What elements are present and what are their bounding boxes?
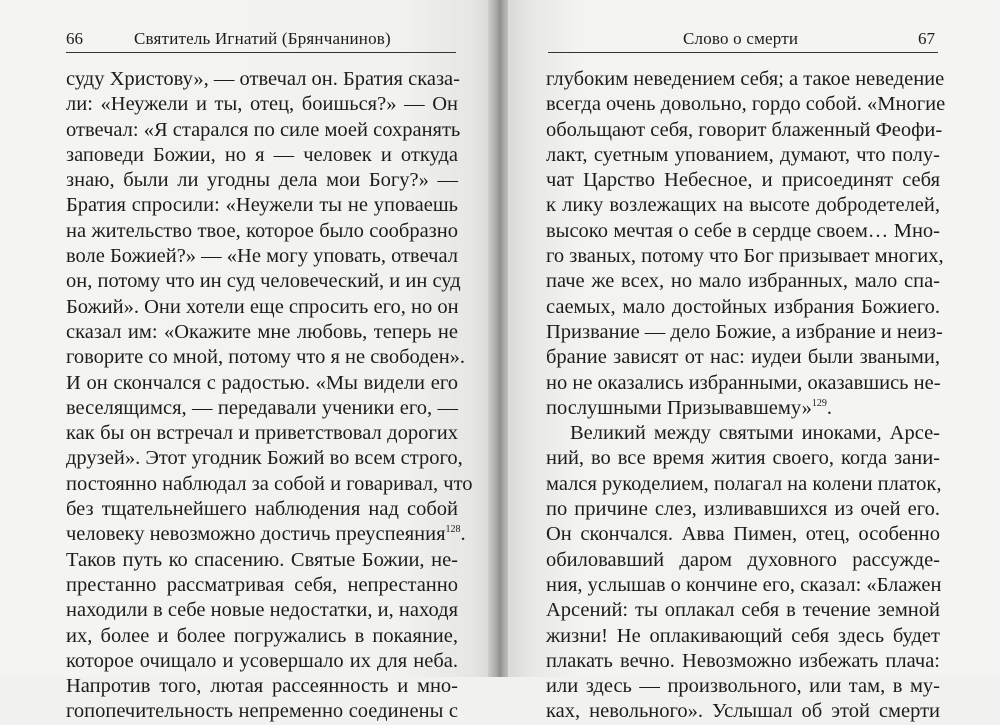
footnote-ref: 128 <box>445 524 461 536</box>
text-line: Братия спросили: «Неужели ты не уповаешь <box>66 194 458 217</box>
footnote-ref: 129 <box>811 397 827 409</box>
text-line: сказал им: «Окажите мне любовь, теперь не <box>66 320 458 343</box>
text-line: брание зависят от нас: иудеи были зваными, <box>546 346 940 369</box>
text-line: мался рукоделием, полагал на колени платок, <box>546 472 942 495</box>
text-line: говорите со мной, потому что я не свободен». <box>66 346 466 369</box>
text-line: высоко мечтая о себе в сердце своем… Мно- <box>546 219 940 242</box>
left-page <box>0 0 492 723</box>
text-line: ний, во все время жития своего, когда зани- <box>546 447 940 470</box>
text-line: веселящимся, — передавали ученики его, — <box>66 396 458 419</box>
text-line: Он скончался. Авва Пимен, отец, особенно <box>546 523 940 546</box>
text-line: Арсений: ты оплакал себя в течение земной <box>546 599 940 622</box>
text-line: отвечал: «Я старался по силе моей сохранять <box>66 118 461 141</box>
text-line: к лику возлежащих на высоте добродетелей, <box>546 194 940 217</box>
text-line: ках, невольного». Услышал об этой смерти <box>546 700 940 723</box>
text-line: глубоким неведением себя; а такое неведение <box>546 68 945 90</box>
text-line: лакт, суетным упованием, думают, что полу- <box>546 143 940 166</box>
text-line: обиловавший даром духовного рассужде- <box>546 548 940 571</box>
body-text-right <box>546 67 946 725</box>
page-number-left: 66 <box>66 29 83 48</box>
text-line-with-footnote: послушными Призывавшему»$^{129}$. <box>546 396 832 419</box>
text-line: Великий между святыми иноками, Арсе- <box>570 422 940 445</box>
text-line: воле Божией?» — «Не могу уповать, отвечал <box>66 245 458 268</box>
text-line: их, более и более погружались в покаяние, <box>66 624 458 647</box>
text-line: Напротив того, лютая рассеянность и мно- <box>66 675 458 698</box>
text-line: постоянно наблюдал за собой и говаривал, что <box>66 472 473 495</box>
text-line: плакать вечно. Невозможно избежать плача: <box>546 649 940 672</box>
text-line: находили в себе новые недостатки, и, находя <box>66 599 458 622</box>
text-line: но не оказались избранными, оказавшись не- <box>546 371 941 394</box>
text-line: или здесь — произвольного, или там, в му- <box>546 675 940 698</box>
text-line: паче же всех, но мало избранных, мало спа- <box>546 270 940 293</box>
body-text-left <box>66 67 473 725</box>
text-line: на жительство твое, которое было сообразно <box>66 219 458 242</box>
text-line: И он скончался с радостью. «Мы видели его <box>66 371 458 394</box>
text-line: человеку невозможно достичь преуспеяния <box>66 523 446 546</box>
text-line: саемых, мало достойных избрания Божиего. <box>546 295 940 318</box>
text-line: чат Царство Небесное, и присоединят себя <box>546 169 940 192</box>
text-line: он, потому что ин суд человеческий, и ин суд <box>66 270 461 293</box>
text-line: обольщают себя, говорит блаженный Феофи- <box>546 118 943 141</box>
text-line: без тщательнейшего наблюдения над собой <box>66 498 458 521</box>
text-line: которое очищало и усовершало их для неба. <box>66 649 458 672</box>
text-line: послушными Призывавшему» <box>546 396 812 419</box>
text-line: заповеди Божии, но я — человек и откуда <box>66 143 458 166</box>
text-line-with-footnote: человеку невозможно достичь преуспеяния$^{128}$. <box>66 523 466 546</box>
header-rule-left <box>66 52 456 53</box>
text-line: Таков путь ко спасению. Святые Божии, не- <box>66 548 458 571</box>
page-number-right: 67 <box>918 29 935 48</box>
text-line: всегда очень довольно, гордо собой. «Многие <box>546 93 946 116</box>
text-line: жизни! Не оплакивающий себя здесь будет <box>546 624 940 647</box>
text-line: по причине слез, изливавшихся из очей его. <box>546 498 940 521</box>
text-line: гопопечительность непременно соединены с <box>66 700 458 723</box>
text-line: Призвание — дело Божие, а избрание и неиз- <box>546 320 943 343</box>
text-line: как бы он встречал и приветствовал дорогих <box>66 422 458 445</box>
header-rule-right <box>548 52 938 53</box>
text-line: ли: «Неужели и ты, отец, боишься?» — Он <box>66 93 458 116</box>
text-line: суду Христову», — отвечал он. Братия сказа- <box>66 68 460 90</box>
text-line: знаю, были ли угодны дела мои Богу?» — <box>66 169 458 192</box>
running-title-left: Святитель Игнатий (Брянчанинов) <box>134 29 391 48</box>
text-line: друзей». Этот угодник Божий во всем строго, <box>66 447 463 470</box>
text-line: престанно рассматривая себя, непрестанно <box>66 573 458 596</box>
text-line: ния, услышав о кончине его, сказал: «Блажен <box>546 573 942 596</box>
text-line: го званых, потому что Бог призывает многих, <box>546 245 944 268</box>
running-title-right: Слово о смерти <box>683 29 799 48</box>
text-line: Божий». Они хотели еще спросить его, но он <box>66 295 459 318</box>
right-page <box>508 0 1000 723</box>
